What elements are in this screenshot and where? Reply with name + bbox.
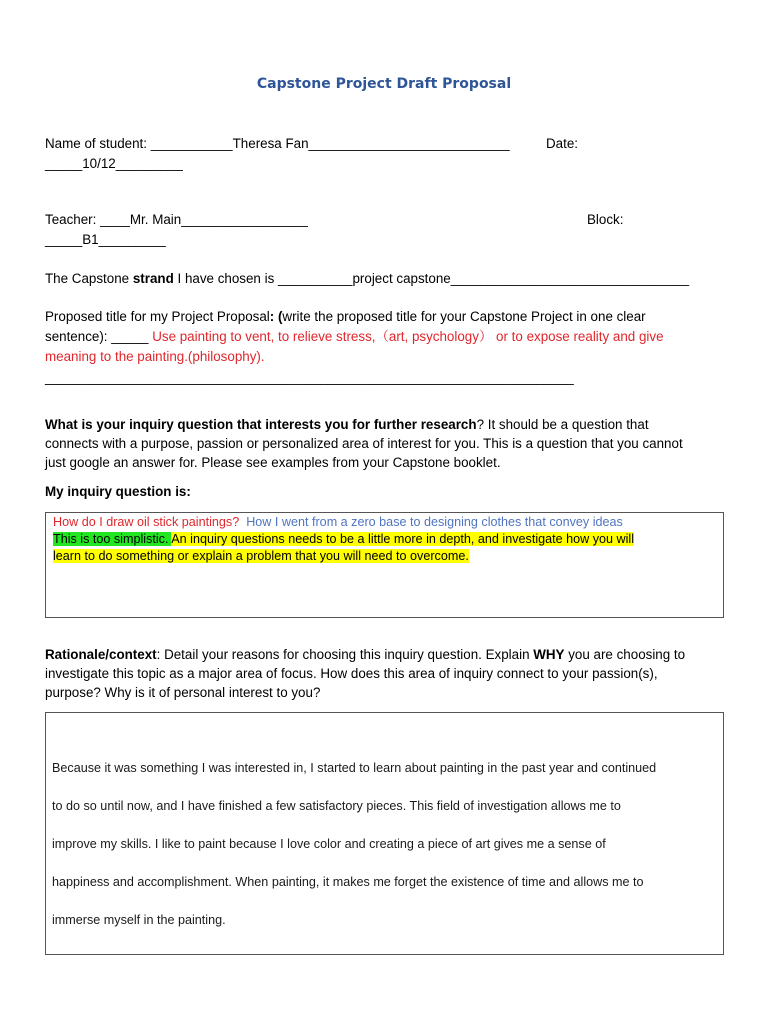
inquiry-bold: What is your inquiry question that interests you for further research [45, 417, 477, 432]
rationale-answer-box [45, 712, 724, 955]
rationale-answer-line: immerse myself in the painting. [52, 913, 226, 927]
teacher-value: ____Mr. Main_________________ [100, 212, 308, 227]
proposed-title-instruction-1: write the proposed title for your Capstone Project in one clear [282, 309, 646, 324]
strand-bold: strand [132, 271, 174, 286]
inquiry-answer-box [45, 512, 724, 618]
feedback-green: This is too simplistic. [53, 532, 172, 546]
block-label: Block: [587, 212, 624, 227]
feedback-yellow-2: learn to do something or explain a problem that you will need to overcome. [53, 549, 469, 563]
student-name-line [45, 135, 510, 153]
rationale-why: WHY [533, 647, 565, 662]
inquiry-line-2: connects with a purpose, passion or personalized area of interest for you. This is a question that you cannot [45, 436, 683, 451]
inquiry-line-1 [45, 416, 649, 434]
rationale-line-3: purpose? Why is it of personal interest to you? [45, 685, 321, 700]
my-inquiry-label-text: My inquiry question is: [45, 484, 191, 499]
strand-line [45, 270, 689, 288]
rationale-answer-line: to do so until now, and I have finished a few satisfactory pieces. This field of investigation allows me to [52, 799, 621, 813]
proposed-title-answer-1: Use painting to vent, to relieve stress,（art, psychology） or to expose reality and give [148, 329, 664, 344]
student-name-label: Name of student: [45, 136, 151, 151]
rationale-rest-1b: you are choosing to [564, 647, 686, 662]
rationale-bold: Rationale/context [45, 647, 157, 662]
date-value: _____10/12_________ [45, 156, 183, 171]
proposed-title-answer-2: meaning to the painting.(philosophy). [45, 349, 265, 364]
feedback-yellow-1: An inquiry questions needs to be a little more in depth, and investigate how you will [171, 532, 635, 546]
rationale-answer-line: improve my skills. I like to paint because I love color and creating a piece of art gives me a sense of [52, 837, 606, 851]
teacher-label: Teacher: [45, 212, 101, 227]
document-title: Capstone Project Draft Proposal [256, 76, 512, 92]
strand-middle: I have chosen is [173, 271, 278, 286]
inquiry-answer-text [53, 514, 713, 565]
strand-prefix: The Capstone [45, 271, 133, 286]
rationale-answer-line: happiness and accomplishment. When painting, it makes me forget the existence of time and allows me to [52, 875, 644, 889]
proposed-title-line-1 [45, 308, 646, 326]
proposed-title-instruction-2: sentence): _____ [45, 329, 149, 344]
proposed-title-line-2 [45, 328, 664, 346]
inquiry-answer-blue: How I went from a zero base to designing clothes that convey ideas [246, 515, 623, 529]
inquiry-line-3: just google an answer for. Please see examples from your Capstone booklet. [45, 455, 501, 470]
rationale-answer-text [52, 749, 720, 939]
block-value: _____B1_________ [45, 232, 166, 247]
rationale-line-2: investigate this topic as a major area of focus. How does this area of inquiry connect to your passion(s), [45, 666, 658, 681]
inquiry-answer-line [53, 514, 713, 531]
proposed-title-colon: : ( [269, 309, 283, 324]
student-name-value: ___________Theresa Fan___________________________ [150, 136, 510, 151]
proposed-title-underline: _______________________________________________________________________ [45, 370, 574, 385]
proposed-title-label: Proposed title for my Project Proposal [45, 309, 270, 324]
teacher-line [45, 211, 308, 229]
inquiry-rest-1: ? It should be a question that [476, 417, 649, 432]
rationale-answer-line: Because it was something I was interested in, I started to learn about painting in the past year and continued [52, 761, 657, 775]
rationale-line-1 [45, 646, 685, 664]
rationale-rest-1: : Detail your reasons for choosing this inquiry question. Explain [156, 647, 534, 662]
my-inquiry-label [45, 483, 191, 501]
inquiry-answer-red: How do I draw oil stick paintings? [53, 515, 240, 529]
teacher-feedback [53, 531, 713, 565]
date-label: Date: [546, 136, 579, 151]
strand-value: __________project capstone________________________________ [278, 271, 690, 286]
